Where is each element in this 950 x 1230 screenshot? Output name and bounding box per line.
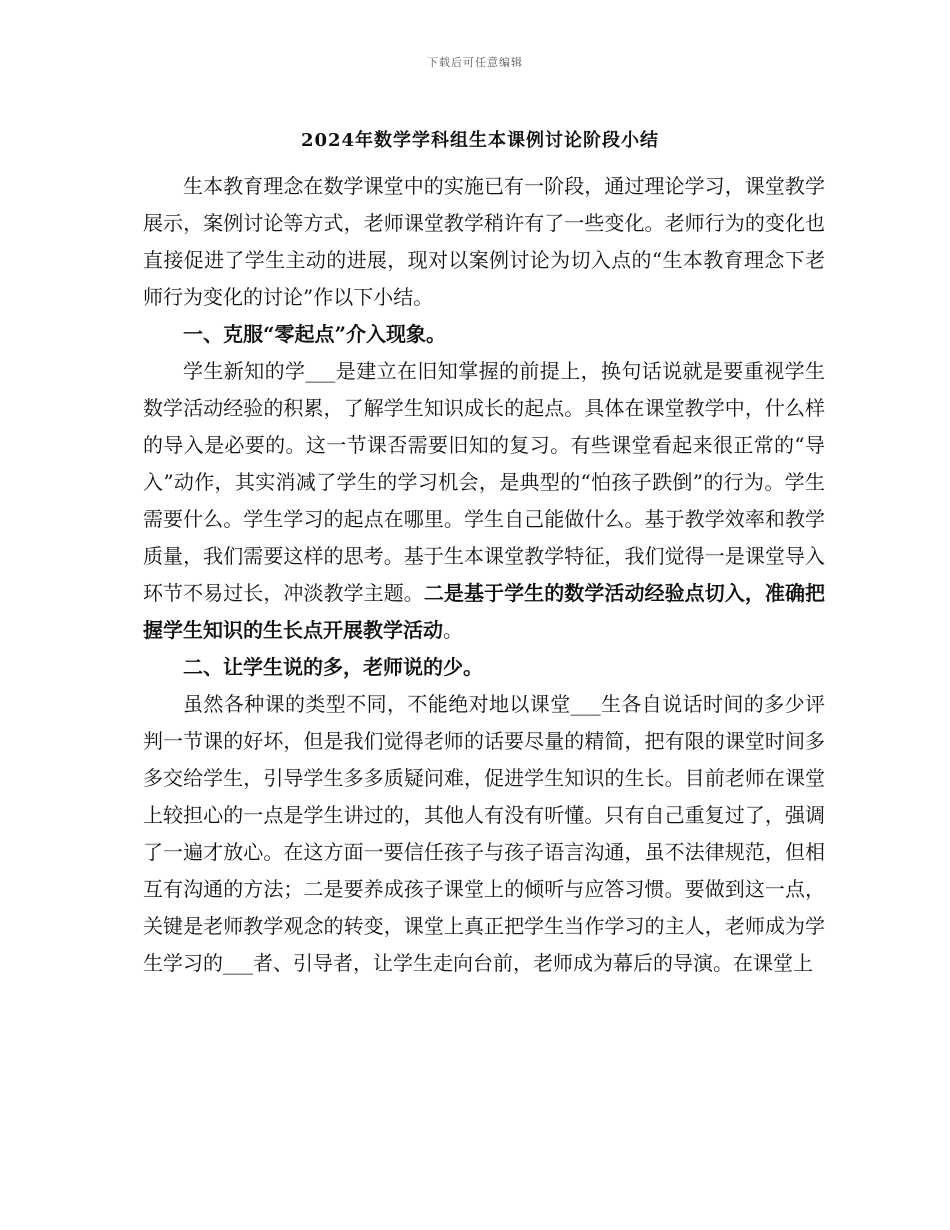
document-body [143, 168, 825, 982]
section-2-paragraph: 虽然各种课的类型不同，不能绝对地以课堂___生各自说话时间的多少评判一节课的好坏，但是我们觉得老师的话要尽量的精简，把有限的课堂时间多多交给学生，引导学生多多质疑问难，促进学生知识的生长。目前老师在课堂上较担心的一点是学生讲过的，其他人有没有听懂。只有自己重复过了，强调了一遍才放心。在这方面一要信任孩子与孩子语言沟通，虽不法律规范，但相互有沟通的方法；二是要养成孩子课堂上的倾听与应答习惯。要做到这一点，关键是老师教学观念的转变，课堂上真正把学生当作学习的主人，老师成为学生学习的___者、引导者，让学生走向台前，老师成为幕后的导演。在课堂上 [143, 692, 825, 975]
intro-paragraph: 生本教育理念在数学课堂中的实施已有一阶段，通过理论学习，课堂教学展示，案例讨论等方式，老师课堂教学稍许有了一些变化。老师行为的变化也直接促进了学生主动的进展，现对以案例讨论为切入点的“生本教育理念下老师行为变化的讨论”作以下小结。 [143, 174, 825, 309]
section-1-bold-text: 二是基于学生的数学活动经验点切入，准确把握学生知识的生长点开展教学活动 [143, 581, 826, 642]
section-1-text: 学生新知的学___是建立在旧知掌握的前提上，换句话说就是要重视学生数学活动经验的积累，了解学生知识成长的起点。具体在课堂教学中，什么样的导入是必要的。这一节课否需要旧知的复习。有些课堂看起来很正常的“导入”动作，其实消减了学生的学习机会，是典型的“怕孩子跌倒”的行为。学生需要什么。学生学习的起点在哪里。学生自己能做什么。基于教学效率和教学质量，我们需要这样的思考。基于生本课堂教学特征，我们觉得一是课堂导入环节不易过长，冲淡教学主题。 [143, 359, 825, 605]
header-note: 下载后可任意编辑 [427, 56, 523, 69]
section-2-heading: 二、让学生说的多，老师说的少。 [183, 655, 483, 679]
section-1-heading: 一、克服“零起点”介入现象。 [183, 322, 447, 346]
section-1-tail: 。 [443, 618, 463, 642]
page-title: 2024年数学学科组生本课例讨论阶段小结 [300, 130, 660, 151]
section-1-paragraph [143, 353, 825, 649]
